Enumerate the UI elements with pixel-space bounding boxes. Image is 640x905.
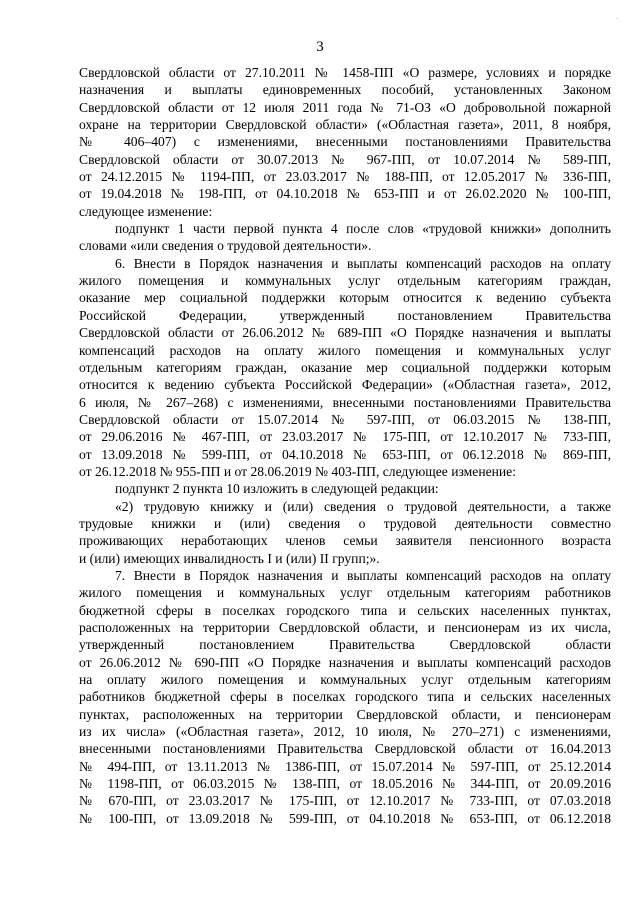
- text-line: трудовые книжки и (или) сведения о трудовой деятельности совместно: [79, 515, 611, 531]
- text-line: 7. Внести в Порядок назначения и выплаты компенсаций расходов на оплату: [115, 567, 611, 583]
- text-line: расположенных на территории Свердловской области, и пенсионерам из их числа,: [79, 620, 611, 635]
- text-line: подпункт 1 части первой пункта 4 после слов «трудовой книжки» дополнить: [115, 221, 611, 237]
- text-line: охране на территории Свердловской области» («Областная газета», 2011, 8 ноября,: [79, 117, 611, 133]
- text-line: Свердловской области от 12 июля 2011 года № 71-ОЗ «О добровольной пожарной: [79, 99, 611, 115]
- page-number: 3: [316, 39, 324, 55]
- text-line: № 100-ПП, от 13.09.2018 № 599-ПП, от 04.10.2018 № 653-ПП, от 06.12.2018: [79, 810, 611, 826]
- text-line: 6. Внести в Порядок назначения и выплаты компенсаций расходов на оплату: [115, 255, 611, 271]
- text-line: № 494-ПП, от 13.11.2013 № 1386-ПП, от 15.07.2014 № 597-ПП, от 25.12.2014: [79, 758, 611, 774]
- text-line: № 406–407) с изменениями, внесенными постановлениями Правительства: [79, 134, 611, 150]
- text-line: от 29.06.2016 № 467-ПП, от 23.03.2017 № 175-ПП, от 12.10.2017 № 733-ПП,: [79, 429, 611, 445]
- text-line: Свердловской области от 26.06.2012 № 689-ПП «О Порядке назначения и выплаты: [79, 325, 611, 341]
- text-line: пунктах, расположенных на территории Свердловской области, и пенсионерам: [79, 706, 611, 722]
- text-line: внесенными постановлениями Правительства Свердловской области от 16.04.2013: [79, 741, 611, 757]
- text-line: № 1198-ПП, от 06.03.2015 № 138-ПП, от 18.05.2016 № 344-ПП, от 20.09.2016: [79, 776, 611, 792]
- text-line: работников бюджетной сферы в поселках городского типа и сельских населенных: [79, 689, 611, 705]
- text-line: из их числа» («Областная газета», 2012, 10 июля, № 270–271) с изменениями,: [79, 724, 611, 740]
- text-line: подпункт 2 пункта 10 изложить в следующей редакции:: [115, 481, 439, 497]
- text-line: отдельным категориям граждан, оказание мер социальной поддержки которым: [79, 359, 611, 375]
- paragraph-p-intro: [79, 64, 611, 220]
- text-line: Российской Федерации, утвержденный постановлением Правительства: [79, 307, 611, 323]
- text-line: жилого помещения и коммунальных услуг отдельным категориям работников: [79, 585, 611, 601]
- text-line: от 19.04.2018 № 198-ПП, от 04.10.2018 № 653-ПП и от 26.02.2020 № 100-ПП,: [79, 186, 611, 202]
- text-line: и (или) имеющих инвалидность I и (или) II групп;».: [79, 550, 380, 566]
- text-line: № 670-ПП, от 23.03.2017 № 175-ПП, от 12.10.2017 № 733-ПП, от 07.03.2018: [79, 793, 611, 809]
- text-line: от 26.06.2012 № 690-ПП «О Порядке назначения и выплаты компенсаций расходов: [79, 654, 611, 670]
- corner-mark: .: [616, 12, 618, 21]
- text-line: 6 июля, № 267–268) с изменениями, внесенными постановлениями Правительства: [79, 394, 611, 410]
- text-line: Свердловской области от 27.10.2011 № 1458-ПП «О размере, условиях и порядке: [79, 65, 611, 80]
- paragraph-p-7: [79, 567, 611, 827]
- text-line: бюджетной сферы в поселках городского типа и сельских населенных пунктах,: [79, 602, 611, 618]
- text-line: на оплату жилого помещения и коммунальных услуг отдельным категориям: [79, 672, 611, 688]
- text-line: назначения и выплаты единовременных пособий, установленных Законом: [79, 82, 611, 98]
- text-line: жилого помещения и коммунальных услуг отдельным категориям граждан,: [79, 273, 611, 289]
- text-line: от 26.12.2018 № 955-ПП и от 28.06.2019 № 403-ПП, следующее изменение:: [79, 463, 516, 479]
- text-line: «2) трудовую книжку и (или) сведения о трудовой деятельности, а также: [115, 498, 611, 514]
- paragraph-p-sub1: [79, 220, 611, 255]
- text-line: словами «или сведения о трудовой деятельности».: [79, 238, 372, 254]
- text-line: Свердловской области от 30.07.2013 № 967-ПП, от 10.07.2014 № 589-ПП,: [79, 151, 611, 167]
- paragraph-p-6: [79, 255, 611, 480]
- text-line: оказание мер социальной поддержки которым относится к ведению субъекта: [79, 290, 611, 306]
- paragraph-p-sub2: [79, 480, 611, 497]
- text-line: относится к ведению субъекта Российской Федерации» («Областная газета», 2012,: [79, 377, 611, 393]
- text-line: от 13.09.2018 № 599-ПП, от 04.10.2018 № 653-ПП, от 06.12.2018 № 869-ПП,: [79, 446, 611, 462]
- text-line: компенсаций расходов на оплату жилого помещения и коммунальных услуг: [79, 342, 611, 358]
- document-body: [79, 64, 611, 827]
- text-line: Свердловской области от 15.07.2014 № 597-ПП, от 06.03.2015 № 138-ПП,: [79, 411, 611, 427]
- text-line: утвержденный постановлением Правительства Свердловской области: [79, 637, 611, 653]
- paragraph-p-quote: [79, 498, 611, 567]
- text-line: следующее изменение:: [79, 203, 213, 219]
- text-line: проживающих неработающих членов семьи заявителя пенсионного возраста: [79, 533, 611, 549]
- text-line: от 24.12.2015 № 1194-ПП, от 23.03.2017 № 188-ПП, от 12.05.2017 № 336-ПП,: [79, 169, 611, 185]
